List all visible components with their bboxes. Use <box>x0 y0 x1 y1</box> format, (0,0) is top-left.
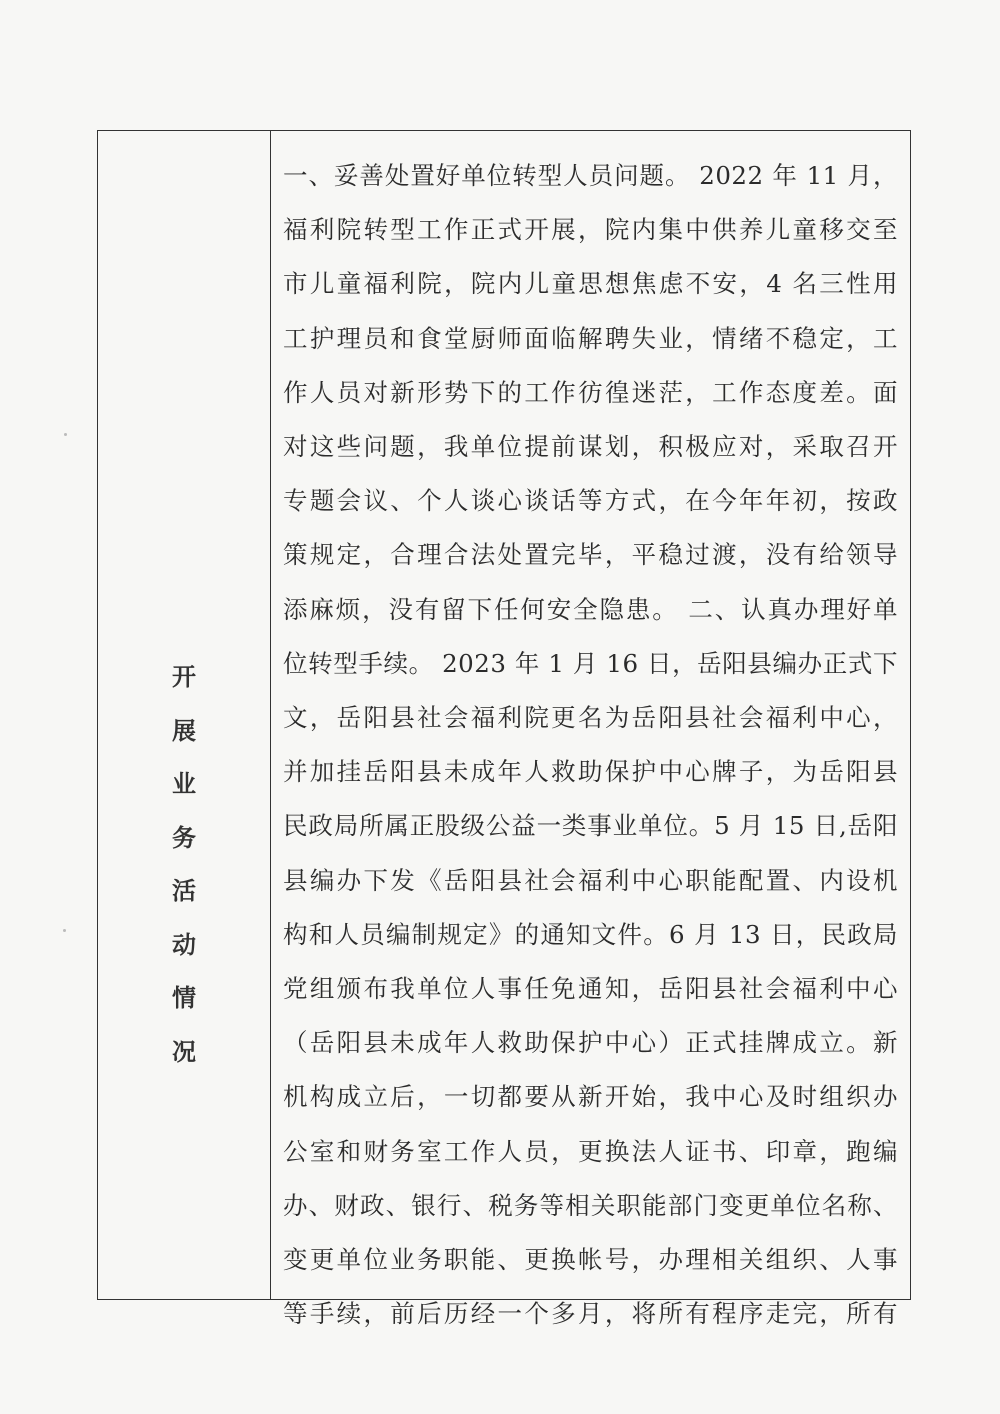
content-line: 党组颁布我单位人事任免通知，岳阳县社会福利中心 <box>283 974 898 1004</box>
content-line: 机构成立后，一切都要从新开始，我中心及时组织办 <box>283 1082 898 1112</box>
content-cell <box>271 131 910 1329</box>
row-label-char: 务 <box>172 822 196 852</box>
row-label-char: 活 <box>172 876 196 905</box>
row-label-char: 情 <box>172 983 196 1012</box>
row-label-char: 开 <box>172 662 196 691</box>
content-line: 工护理员和食堂厨师面临解聘失业，情绪不稳定，工 <box>283 323 898 353</box>
content-line: （岳阳县未成年人救助保护中心）正式挂牌成立。新 <box>283 1028 898 1058</box>
content-line: 对这些问题，我单位提前谋划，积极应对，采取召开 <box>283 432 898 462</box>
content-line: 并加挂岳阳县未成年人救助保护中心牌子，为岳阳县 <box>283 757 898 787</box>
row-label-char: 动 <box>172 929 196 959</box>
content-line: 构和人员编制规定》的通知文件。6 月 13 日，民政局 <box>283 919 898 949</box>
content-line: 等手续，前后历经一个多月，将所有程序走完，所有 <box>283 1299 898 1329</box>
content-line: 策规定，合理合法处置完毕，平稳过渡，没有给领导 <box>283 540 898 570</box>
row-label-char: 展 <box>172 715 196 745</box>
content-line: 一、妥善处置好单位转型人员问题。 2022 年 11 月， <box>283 161 898 190</box>
content-line: 公室和财务室工作人员，更换法人证书、印章，跑编 <box>283 1136 898 1166</box>
content-line: 变更单位业务职能、更换帐号，办理相关组织、人事 <box>283 1245 898 1275</box>
content-line: 文，岳阳县社会福利院更名为岳阳县社会福利中心， <box>283 703 898 733</box>
content-line: 办、财政、银行、税务等相关职能部门变更单位名称、 <box>283 1190 898 1220</box>
content-line: 添麻烦，没有留下任何安全隐患。 二、认真办理好单 <box>283 594 898 624</box>
content-line: 民政局所属正股级公益一类事业单位。5 月 15 日,岳阳 <box>283 811 898 841</box>
content-line: 县编办下发《岳阳县社会福利中心职能配置、内设机 <box>283 865 898 895</box>
scan-speck <box>63 929 66 932</box>
content-line: 作人员对新形势下的工作彷徨迷茫，工作态度差。面 <box>283 377 898 407</box>
scan-speck <box>64 433 67 436</box>
content-line: 市儿童福利院，院内儿童思想焦虑不安，4 名三性用 <box>283 269 898 299</box>
row-label-cell <box>98 131 271 1299</box>
row-label-char: 业 <box>172 769 196 798</box>
row-label <box>98 650 270 1078</box>
content-line: 位转型手续。 2023 年 1 月 16 日，岳阳县编办正式下 <box>283 648 898 678</box>
activity-table <box>97 130 911 1329</box>
content-line: 专题会议、个人谈心谈话等方式，在今年年初，按政 <box>283 486 898 516</box>
row-label-char: 况 <box>172 1036 196 1066</box>
content-line: 福利院转型工作正式开展，院内集中供养儿童移交至 <box>283 215 898 245</box>
